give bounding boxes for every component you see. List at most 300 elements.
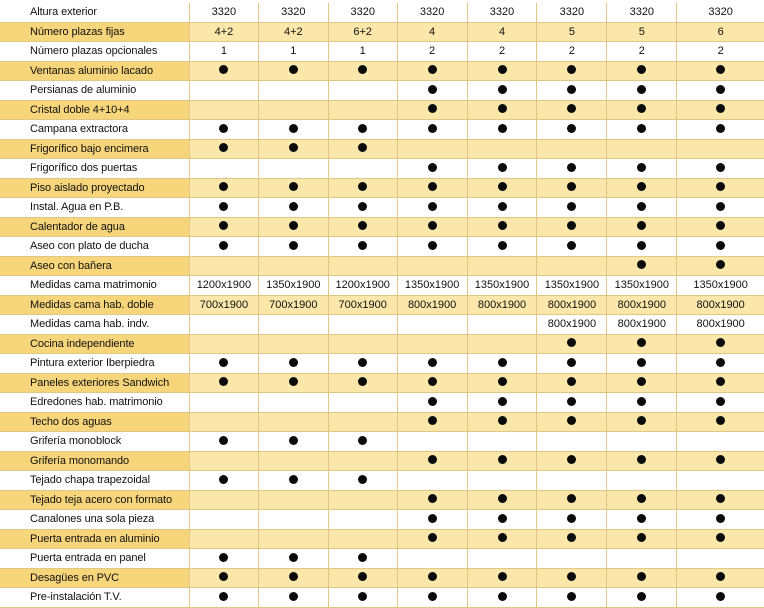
feature-included-cell bbox=[189, 471, 258, 491]
value-cell bbox=[467, 334, 537, 354]
feature-label: Pintura exterior Iberpiedra bbox=[0, 354, 189, 374]
feature-label: Techo dos aguas bbox=[0, 412, 189, 432]
feature-included-cell bbox=[537, 178, 607, 198]
feature-included-cell bbox=[397, 178, 467, 198]
table-row bbox=[0, 100, 764, 120]
value-cell: 1 bbox=[328, 42, 397, 62]
feature-included-cell bbox=[467, 393, 537, 413]
bullet-dot-icon bbox=[219, 124, 228, 133]
table-row bbox=[0, 198, 764, 218]
feature-included-cell bbox=[397, 412, 467, 432]
value-cell: 1200x1900 bbox=[189, 276, 258, 296]
bullet-dot-icon bbox=[716, 202, 725, 211]
value-cell bbox=[328, 100, 397, 120]
value-cell bbox=[258, 393, 328, 413]
bullet-dot-icon bbox=[567, 202, 576, 211]
bullet-dot-icon bbox=[219, 65, 228, 74]
bullet-dot-icon bbox=[637, 221, 646, 230]
bullet-dot-icon bbox=[637, 85, 646, 94]
bullet-dot-icon bbox=[716, 163, 725, 172]
value-cell bbox=[397, 315, 467, 335]
feature-included-cell bbox=[537, 61, 607, 81]
value-cell: 1350x1900 bbox=[677, 276, 764, 296]
feature-included-cell bbox=[677, 198, 764, 218]
feature-included-cell bbox=[189, 549, 258, 569]
feature-included-cell bbox=[189, 373, 258, 393]
value-cell bbox=[537, 549, 607, 569]
feature-label: Medidas cama hab. doble bbox=[0, 295, 189, 315]
value-cell bbox=[537, 432, 607, 452]
value-cell bbox=[189, 490, 258, 510]
bullet-dot-icon bbox=[716, 377, 725, 386]
bullet-dot-icon bbox=[428, 416, 437, 425]
bullet-dot-icon bbox=[428, 221, 437, 230]
bullet-dot-icon bbox=[637, 572, 646, 581]
feature-included-cell bbox=[607, 568, 677, 588]
feature-included-cell bbox=[607, 510, 677, 530]
feature-included-cell bbox=[397, 393, 467, 413]
value-cell: 3320 bbox=[397, 3, 467, 22]
value-cell: 1350x1900 bbox=[467, 276, 537, 296]
table-row bbox=[0, 81, 764, 101]
feature-included-cell bbox=[607, 588, 677, 608]
feature-included-cell bbox=[397, 529, 467, 549]
bullet-dot-icon bbox=[289, 221, 298, 230]
feature-label: Medidas cama matrimonio bbox=[0, 276, 189, 296]
table-row bbox=[0, 159, 764, 179]
bullet-dot-icon bbox=[289, 592, 298, 601]
feature-included-cell bbox=[607, 198, 677, 218]
feature-included-cell bbox=[258, 373, 328, 393]
bullet-dot-icon bbox=[289, 553, 298, 562]
value-cell bbox=[258, 256, 328, 276]
bullet-dot-icon bbox=[637, 533, 646, 542]
bullet-dot-icon bbox=[498, 85, 507, 94]
bullet-dot-icon bbox=[428, 65, 437, 74]
feature-included-cell bbox=[467, 588, 537, 608]
feature-included-cell bbox=[328, 217, 397, 237]
feature-included-cell bbox=[467, 529, 537, 549]
feature-label: Número plazas opcionales bbox=[0, 42, 189, 62]
feature-included-cell bbox=[607, 529, 677, 549]
value-cell bbox=[537, 139, 607, 159]
value-cell: 6 bbox=[677, 22, 764, 42]
feature-included-cell bbox=[607, 81, 677, 101]
bullet-dot-icon bbox=[716, 592, 725, 601]
bullet-dot-icon bbox=[637, 358, 646, 367]
bullet-dot-icon bbox=[358, 124, 367, 133]
features-table bbox=[0, 3, 764, 608]
feature-included-cell bbox=[189, 432, 258, 452]
feature-label: Puerta entrada en aluminio bbox=[0, 529, 189, 549]
feature-included-cell bbox=[397, 451, 467, 471]
value-cell bbox=[189, 159, 258, 179]
bullet-dot-icon bbox=[219, 553, 228, 562]
feature-included-cell bbox=[537, 490, 607, 510]
bullet-dot-icon bbox=[428, 358, 437, 367]
feature-label: Grifería monoblock bbox=[0, 432, 189, 452]
feature-label: Tejado chapa trapezoidal bbox=[0, 471, 189, 491]
bullet-dot-icon bbox=[289, 182, 298, 191]
feature-included-cell bbox=[677, 178, 764, 198]
bullet-dot-icon bbox=[358, 436, 367, 445]
value-cell bbox=[189, 315, 258, 335]
bullet-dot-icon bbox=[428, 124, 437, 133]
feature-included-cell bbox=[189, 139, 258, 159]
bullet-dot-icon bbox=[637, 163, 646, 172]
value-cell bbox=[607, 139, 677, 159]
bullet-dot-icon bbox=[498, 221, 507, 230]
bullet-dot-icon bbox=[716, 533, 725, 542]
value-cell bbox=[328, 412, 397, 432]
value-cell bbox=[328, 81, 397, 101]
feature-included-cell bbox=[467, 412, 537, 432]
bullet-dot-icon bbox=[567, 514, 576, 523]
bullet-dot-icon bbox=[567, 221, 576, 230]
feature-label: Persianas de aluminio bbox=[0, 81, 189, 101]
value-cell bbox=[677, 471, 764, 491]
feature-label: Altura exterior bbox=[0, 3, 189, 22]
feature-included-cell bbox=[537, 159, 607, 179]
feature-included-cell bbox=[258, 120, 328, 140]
bullet-dot-icon bbox=[567, 124, 576, 133]
bullet-dot-icon bbox=[358, 221, 367, 230]
value-cell bbox=[258, 490, 328, 510]
feature-included-cell bbox=[607, 100, 677, 120]
bullet-dot-icon bbox=[567, 416, 576, 425]
bullet-dot-icon bbox=[637, 202, 646, 211]
feature-label: Paneles exteriores Sandwich bbox=[0, 373, 189, 393]
feature-included-cell bbox=[537, 588, 607, 608]
bullet-dot-icon bbox=[637, 338, 646, 347]
feature-included-cell bbox=[397, 100, 467, 120]
value-cell: 1350x1900 bbox=[607, 276, 677, 296]
value-cell: 2 bbox=[467, 42, 537, 62]
feature-included-cell bbox=[397, 159, 467, 179]
table-row bbox=[0, 139, 764, 159]
feature-included-cell bbox=[328, 373, 397, 393]
feature-label: Aseo con bañera bbox=[0, 256, 189, 276]
bullet-dot-icon bbox=[219, 143, 228, 152]
bullet-dot-icon bbox=[428, 455, 437, 464]
bullet-dot-icon bbox=[716, 358, 725, 367]
feature-included-cell bbox=[467, 198, 537, 218]
bullet-dot-icon bbox=[289, 475, 298, 484]
value-cell bbox=[328, 510, 397, 530]
feature-label: Número plazas fijas bbox=[0, 22, 189, 42]
bullet-dot-icon bbox=[219, 241, 228, 250]
bullet-dot-icon bbox=[567, 241, 576, 250]
bullet-dot-icon bbox=[428, 377, 437, 386]
table-row bbox=[0, 510, 764, 530]
value-cell bbox=[467, 315, 537, 335]
value-cell bbox=[189, 451, 258, 471]
feature-included-cell bbox=[397, 120, 467, 140]
feature-included-cell bbox=[537, 217, 607, 237]
feature-included-cell bbox=[677, 588, 764, 608]
feature-included-cell bbox=[607, 120, 677, 140]
bullet-dot-icon bbox=[358, 182, 367, 191]
bullet-dot-icon bbox=[219, 592, 228, 601]
feature-included-cell bbox=[677, 237, 764, 257]
table-row bbox=[0, 22, 764, 42]
features-table-body bbox=[0, 3, 764, 607]
bullet-dot-icon bbox=[428, 182, 437, 191]
value-cell bbox=[189, 81, 258, 101]
feature-included-cell bbox=[607, 490, 677, 510]
value-cell bbox=[467, 256, 537, 276]
value-cell bbox=[607, 432, 677, 452]
value-cell: 1350x1900 bbox=[397, 276, 467, 296]
table-row bbox=[0, 334, 764, 354]
bullet-dot-icon bbox=[716, 260, 725, 269]
feature-label: Puerta entrada en panel bbox=[0, 549, 189, 569]
value-cell bbox=[258, 412, 328, 432]
bullet-dot-icon bbox=[358, 65, 367, 74]
value-cell: 4+2 bbox=[189, 22, 258, 42]
table-row bbox=[0, 354, 764, 374]
value-cell: 1 bbox=[189, 42, 258, 62]
bullet-dot-icon bbox=[358, 553, 367, 562]
bullet-dot-icon bbox=[567, 65, 576, 74]
table-row bbox=[0, 412, 764, 432]
bullet-dot-icon bbox=[716, 416, 725, 425]
feature-included-cell bbox=[537, 120, 607, 140]
feature-included-cell bbox=[607, 373, 677, 393]
feature-label: Ventanas aluminio lacado bbox=[0, 61, 189, 81]
feature-included-cell bbox=[467, 100, 537, 120]
feature-included-cell bbox=[677, 529, 764, 549]
feature-included-cell bbox=[607, 451, 677, 471]
value-cell bbox=[328, 490, 397, 510]
value-cell bbox=[397, 256, 467, 276]
value-cell bbox=[677, 139, 764, 159]
value-cell: 2 bbox=[397, 42, 467, 62]
value-cell bbox=[189, 529, 258, 549]
value-cell bbox=[189, 412, 258, 432]
value-cell: 3320 bbox=[258, 3, 328, 22]
bullet-dot-icon bbox=[637, 592, 646, 601]
value-cell bbox=[328, 256, 397, 276]
feature-included-cell bbox=[677, 490, 764, 510]
feature-included-cell bbox=[189, 568, 258, 588]
bullet-dot-icon bbox=[716, 65, 725, 74]
feature-included-cell bbox=[258, 237, 328, 257]
feature-included-cell bbox=[258, 354, 328, 374]
value-cell bbox=[677, 432, 764, 452]
value-cell: 2 bbox=[537, 42, 607, 62]
feature-included-cell bbox=[537, 451, 607, 471]
table-row bbox=[0, 276, 764, 296]
feature-included-cell bbox=[677, 393, 764, 413]
bullet-dot-icon bbox=[358, 358, 367, 367]
feature-included-cell bbox=[189, 354, 258, 374]
value-cell: 3320 bbox=[328, 3, 397, 22]
value-cell bbox=[328, 529, 397, 549]
bullet-dot-icon bbox=[567, 182, 576, 191]
value-cell: 800x1900 bbox=[607, 295, 677, 315]
value-cell: 1 bbox=[258, 42, 328, 62]
feature-included-cell bbox=[397, 510, 467, 530]
feature-included-cell bbox=[677, 217, 764, 237]
feature-included-cell bbox=[537, 412, 607, 432]
feature-included-cell bbox=[189, 588, 258, 608]
bullet-dot-icon bbox=[716, 338, 725, 347]
feature-included-cell bbox=[677, 334, 764, 354]
value-cell: 2 bbox=[607, 42, 677, 62]
bullet-dot-icon bbox=[358, 377, 367, 386]
feature-included-cell bbox=[677, 61, 764, 81]
feature-included-cell bbox=[467, 237, 537, 257]
feature-included-cell bbox=[537, 373, 607, 393]
bullet-dot-icon bbox=[567, 338, 576, 347]
feature-included-cell bbox=[397, 61, 467, 81]
bullet-dot-icon bbox=[289, 572, 298, 581]
feature-included-cell bbox=[677, 120, 764, 140]
feature-included-cell bbox=[677, 568, 764, 588]
bullet-dot-icon bbox=[567, 104, 576, 113]
feature-label: Grifería monomando bbox=[0, 451, 189, 471]
bullet-dot-icon bbox=[219, 475, 228, 484]
feature-included-cell bbox=[328, 354, 397, 374]
feature-label: Campana extractora bbox=[0, 120, 189, 140]
value-cell: 6+2 bbox=[328, 22, 397, 42]
bullet-dot-icon bbox=[637, 182, 646, 191]
table-row bbox=[0, 451, 764, 471]
bullet-dot-icon bbox=[498, 104, 507, 113]
value-cell bbox=[258, 100, 328, 120]
bullet-dot-icon bbox=[567, 397, 576, 406]
value-cell bbox=[397, 471, 467, 491]
feature-included-cell bbox=[677, 510, 764, 530]
feature-included-cell bbox=[677, 81, 764, 101]
bullet-dot-icon bbox=[428, 85, 437, 94]
value-cell: 800x1900 bbox=[537, 295, 607, 315]
bullet-dot-icon bbox=[567, 358, 576, 367]
feature-included-cell bbox=[258, 198, 328, 218]
bullet-dot-icon bbox=[358, 572, 367, 581]
value-cell bbox=[328, 315, 397, 335]
bullet-dot-icon bbox=[428, 241, 437, 250]
bullet-dot-icon bbox=[428, 533, 437, 542]
table-row bbox=[0, 42, 764, 62]
feature-included-cell bbox=[537, 81, 607, 101]
value-cell bbox=[467, 549, 537, 569]
table-row bbox=[0, 178, 764, 198]
feature-label: Canalones una sola pieza bbox=[0, 510, 189, 530]
bullet-dot-icon bbox=[289, 202, 298, 211]
bullet-dot-icon bbox=[716, 124, 725, 133]
feature-included-cell bbox=[467, 217, 537, 237]
value-cell: 2 bbox=[677, 42, 764, 62]
feature-included-cell bbox=[258, 549, 328, 569]
feature-included-cell bbox=[467, 490, 537, 510]
bullet-dot-icon bbox=[428, 397, 437, 406]
feature-included-cell bbox=[397, 237, 467, 257]
value-cell bbox=[607, 471, 677, 491]
bullet-dot-icon bbox=[498, 592, 507, 601]
value-cell bbox=[537, 256, 607, 276]
table-row bbox=[0, 588, 764, 608]
table-row bbox=[0, 471, 764, 491]
bullet-dot-icon bbox=[637, 65, 646, 74]
feature-included-cell bbox=[467, 159, 537, 179]
feature-included-cell bbox=[607, 61, 677, 81]
bullet-dot-icon bbox=[289, 436, 298, 445]
feature-included-cell bbox=[397, 354, 467, 374]
bullet-dot-icon bbox=[637, 241, 646, 250]
feature-included-cell bbox=[467, 81, 537, 101]
value-cell: 700x1900 bbox=[328, 295, 397, 315]
bullet-dot-icon bbox=[498, 455, 507, 464]
feature-included-cell bbox=[397, 198, 467, 218]
feature-included-cell bbox=[397, 568, 467, 588]
value-cell bbox=[397, 139, 467, 159]
value-cell: 3320 bbox=[537, 3, 607, 22]
value-cell bbox=[189, 100, 258, 120]
feature-included-cell bbox=[328, 237, 397, 257]
bullet-dot-icon bbox=[498, 241, 507, 250]
feature-included-cell bbox=[607, 256, 677, 276]
value-cell: 5 bbox=[607, 22, 677, 42]
bullet-dot-icon bbox=[567, 377, 576, 386]
feature-included-cell bbox=[607, 237, 677, 257]
value-cell: 4+2 bbox=[258, 22, 328, 42]
bullet-dot-icon bbox=[716, 85, 725, 94]
feature-label: Calentador de agua bbox=[0, 217, 189, 237]
bullet-dot-icon bbox=[428, 104, 437, 113]
bullet-dot-icon bbox=[498, 163, 507, 172]
value-cell bbox=[397, 334, 467, 354]
bullet-dot-icon bbox=[637, 124, 646, 133]
value-cell bbox=[258, 529, 328, 549]
feature-included-cell bbox=[537, 237, 607, 257]
bullet-dot-icon bbox=[219, 572, 228, 581]
bullet-dot-icon bbox=[716, 572, 725, 581]
feature-included-cell bbox=[258, 432, 328, 452]
feature-included-cell bbox=[328, 198, 397, 218]
bullet-dot-icon bbox=[498, 416, 507, 425]
bullet-dot-icon bbox=[716, 241, 725, 250]
bullet-dot-icon bbox=[358, 475, 367, 484]
bullet-dot-icon bbox=[358, 241, 367, 250]
feature-included-cell bbox=[258, 217, 328, 237]
feature-included-cell bbox=[677, 373, 764, 393]
feature-included-cell bbox=[607, 393, 677, 413]
feature-included-cell bbox=[189, 178, 258, 198]
bullet-dot-icon bbox=[716, 455, 725, 464]
feature-included-cell bbox=[467, 451, 537, 471]
bullet-dot-icon bbox=[428, 592, 437, 601]
bullet-dot-icon bbox=[498, 397, 507, 406]
feature-included-cell bbox=[677, 451, 764, 471]
feature-included-cell bbox=[537, 393, 607, 413]
value-cell bbox=[328, 451, 397, 471]
feature-included-cell bbox=[467, 568, 537, 588]
feature-included-cell bbox=[189, 120, 258, 140]
bullet-dot-icon bbox=[219, 358, 228, 367]
bullet-dot-icon bbox=[567, 455, 576, 464]
bullet-dot-icon bbox=[289, 65, 298, 74]
bullet-dot-icon bbox=[716, 104, 725, 113]
feature-included-cell bbox=[467, 373, 537, 393]
value-cell: 700x1900 bbox=[258, 295, 328, 315]
value-cell bbox=[258, 159, 328, 179]
bullet-dot-icon bbox=[637, 260, 646, 269]
value-cell: 5 bbox=[537, 22, 607, 42]
table-row bbox=[0, 529, 764, 549]
feature-included-cell bbox=[537, 568, 607, 588]
